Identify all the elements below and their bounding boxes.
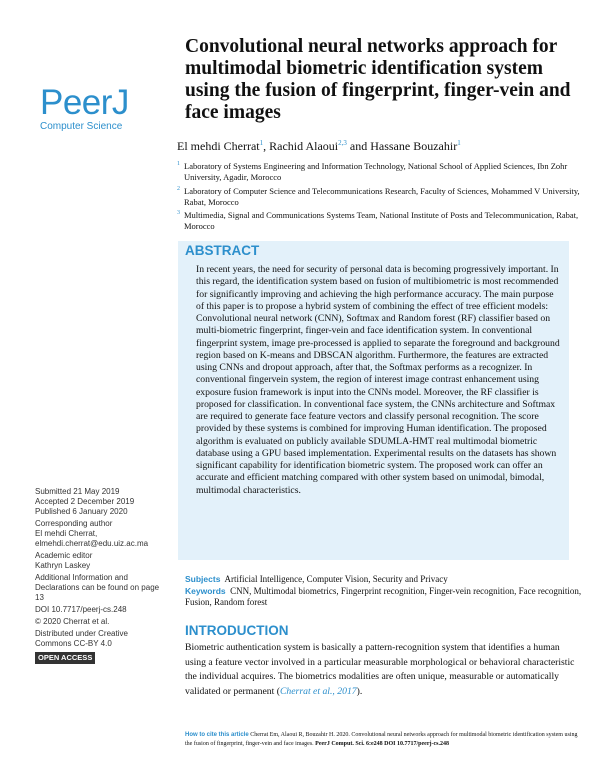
- introduction-text: Biometric authentication system is basically a pattern-recognition system that identifies a human using a feature vector involved in a particular measurable morphological or behavioral characteristic the individual acquires. The biometrics modalities are often unique, measurable or automatically validated or permanent (Cherrat et al., 2017).: [185, 642, 575, 697]
- open-access-badge: OPEN ACCESS: [35, 652, 95, 664]
- subjects-keywords: [185, 574, 585, 609]
- corresponding-author-email[interactable]: elmehdi.cherrat@edu.uiz.ac.ma: [35, 539, 149, 548]
- author-name: Hassane Bouzahir: [370, 139, 458, 153]
- published-date: Published 6 January 2020: [35, 507, 128, 516]
- article-info-sidebar: [35, 487, 165, 664]
- author-affil-ref[interactable]: 1: [457, 139, 461, 147]
- academic-editor-label: Academic editor: [35, 551, 93, 560]
- journal-reference: PeerJ Comput. Sci. 6:e248: [315, 740, 383, 747]
- abstract-text: In recent years, the need for security of personal data is becoming progressively important. In this regard, the identification system based on fusion of multibiometric is most recommended for significantly improving and achieving the high performance accuracy. The main purpose of this paper is to propose a hybrid system of combining the effect of tree efficient models: Convolutional neural network (CNN), Softmax and Random forest (RF) classifier based on multi-biometric fingerprint, finger-vein and face identification system. In conventional fingerprint system, image pre-processed is applied to separate the foreground and background region based on K-means and DBSCAN algorithm. Furthermore, the features are extracted using CNNs and dropout approach, after that, the Softmax performs as a recognizer. In conventional fingervein system, the region of interest image contrast enhancement using exposure fusion framework is input into the CNNs model. Moreover, the RF classifier is proposed for classification. In conventional face system, the CNNs architecture and Softmax are required to generate face feature vectors and classify personal recognition. The score provided by these systems is combined for improving Human identification. The proposed algorithm is evaluated on publicly available SDUMLA-HMT real multimodal biometric database using a GPU based implementation. Experimental results on the datasets has shown significant capability for identification biometric system. The proposed work can offer an accurate and efficient matching compared with other system based on unimodal, bimodal, multimodal characteristics.: [196, 264, 560, 496]
- academic-editor-name: Kathryn Laskey: [35, 561, 91, 570]
- doi-link[interactable]: DOI 10.7717/peerj-cs.248: [35, 605, 127, 614]
- corresponding-author-name: El mehdi Cherrat,: [35, 529, 98, 538]
- subjects-label: Subjects: [185, 574, 221, 584]
- accepted-date: Accepted 2 December 2019: [35, 497, 135, 506]
- copyright-notice: © 2020 Cherrat et al.: [35, 617, 110, 626]
- author-affil-ref[interactable]: 1: [259, 139, 264, 147]
- keywords-text: CNN, Multimodal biometrics, Fingerprint recognition, Finger-vein recognition, Face recognition, Fusion, Random forest: [185, 585, 582, 607]
- citation-link[interactable]: Cherrat et al., 2017: [279, 685, 357, 697]
- author-list: El mehdi Cherrat$^1$, Rachid Alaoui$^{2,3}$ and Hassane Bouzahir$^1$: [177, 139, 461, 153]
- author-affil-ref[interactable]: 2,3: [338, 139, 347, 147]
- affiliation-list: [177, 161, 587, 235]
- author-name: El mehdi Cherrat: [177, 139, 260, 153]
- logo-wordmark: PeerJ: [40, 83, 129, 122]
- how-to-cite-text: Cherrat Em, Alaoui R, Bouzahir H. 2020. Convolutional neural networks approach for multimodal biometric identification system using the fusion of fingerprint, finger-vein and face images.: [185, 732, 578, 747]
- author-name: Rachid Alaoui: [269, 139, 339, 153]
- how-to-cite-label: How to cite this article: [185, 732, 249, 738]
- subjects-text[interactable]: Artificial Intelligence, Computer Vision, Security and Privacy: [224, 574, 448, 584]
- how-to-cite: [185, 731, 580, 748]
- submitted-date: Submitted 21 May 2019: [35, 487, 120, 496]
- footer-doi[interactable]: DOI 10.7717/peerj-cs.248: [384, 740, 449, 747]
- additional-info-note[interactable]: Additional Information and Declarations can be found on page 13: [35, 573, 160, 602]
- affiliation: 3 Multimedia, Signal and Communications Systems Team, National Institute of Posts and Telecommunication, Rabat, Morocco: [177, 210, 579, 232]
- keywords-label: Keywords: [185, 585, 226, 596]
- affiliation: 2 Laboratory of Computer Science and Telecommunications Research, Faculty of Sciences, Mohammed V University, Rabat, Morocco: [177, 185, 580, 207]
- paper-title: Convolutional neural networks approach for multimodal biometric identification system using the fusion of fingerprint, finger-vein and face images: [185, 36, 571, 123]
- license-notice[interactable]: Distributed under Creative Commons CC-BY 4.0: [35, 629, 128, 648]
- peerj-logo: [40, 83, 140, 133]
- affiliation: 1 Laboratory of Systems Engineering and Information Technology, National School of Applied Sciences, Ibn Zohr University, Agadir, Morocco: [177, 161, 568, 183]
- logo-subtitle: Computer Science: [40, 121, 123, 132]
- abstract-heading: ABSTRACT: [185, 243, 260, 258]
- introduction-heading: INTRODUCTION: [185, 623, 289, 638]
- corresponding-author-label: Corresponding author: [35, 519, 113, 528]
